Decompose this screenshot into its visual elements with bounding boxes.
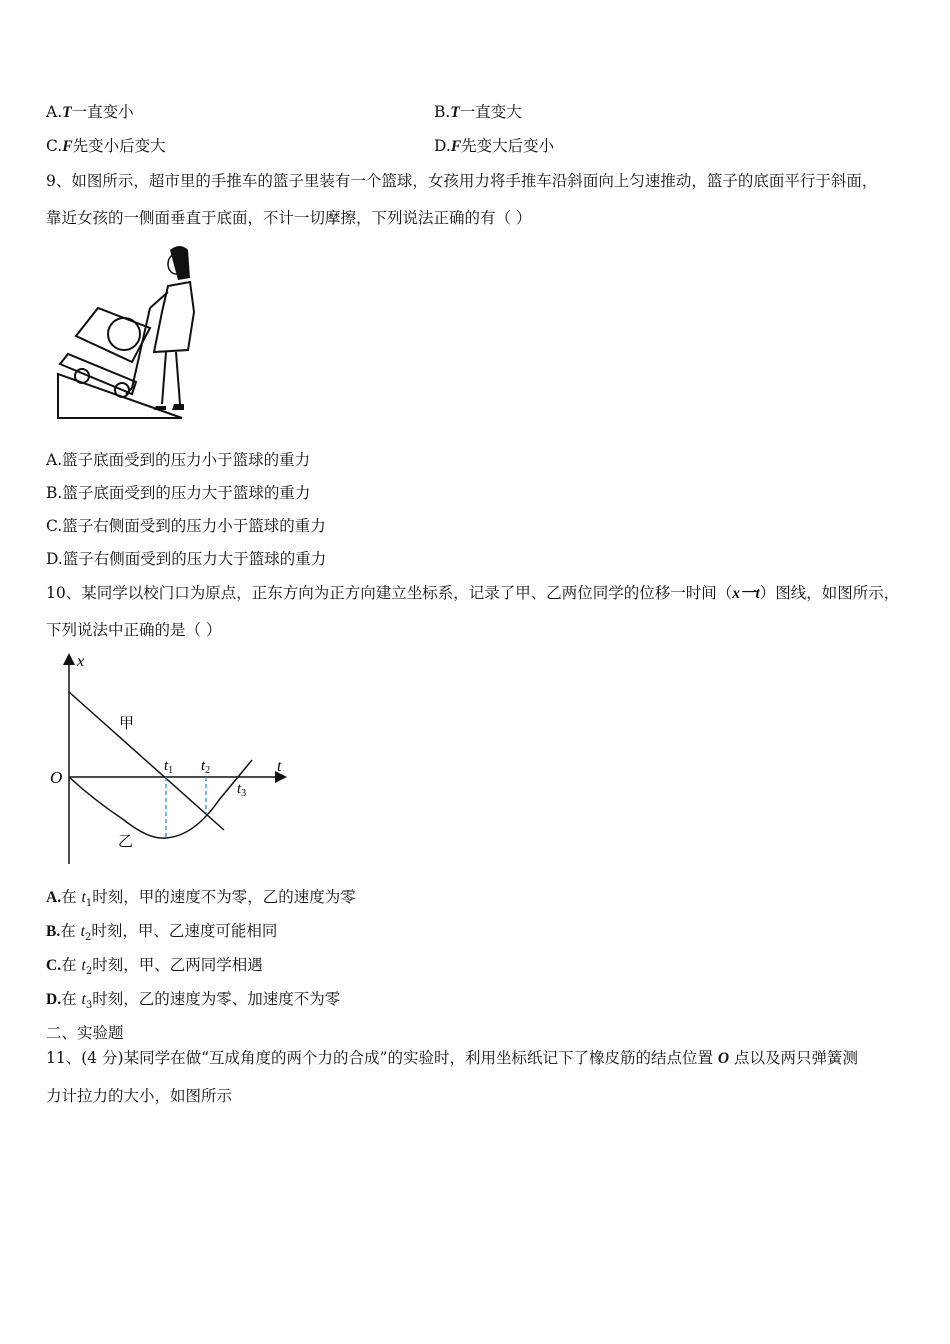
- q10-xt-graph: [44, 650, 294, 868]
- curve-yi: [69, 760, 252, 838]
- q9-option-a: A.篮子底面受到的压力小于篮球的重力: [46, 451, 311, 469]
- q10-option-b: B.在 $t_2$时刻，甲、乙速度可能相同: [46, 922, 278, 944]
- q9-stem-line1: 9、如图所示，超市里的手推车的篮子里装有一个篮球，女孩用力将手推车沿斜面向上匀速推动，篮子的底面平行于斜面，: [46, 172, 878, 190]
- q11-stem-line1: 11、(4 分)某同学在做“互成角度的两个力的合成”的实验时，利用坐标纸记下了橡皮筋的结点位置 O 点以及两只弹簧测: [46, 1049, 859, 1067]
- q8-option-a: A.T一直变小: [46, 103, 134, 121]
- q8-option-d: D.F先变大后变小: [434, 137, 555, 155]
- t1-label: $t_1$: [164, 758, 174, 776]
- curve-jia-label: 甲: [119, 714, 135, 732]
- q9-stem-line2: 靠近女孩的一侧面垂直于底面，不计一切摩擦，下列说法正确的有（ ）: [46, 209, 532, 227]
- y-axis-label: x: [77, 653, 85, 670]
- q10-stem-line1: 10、某同学以校门口为原点，正东方向为正方向建立坐标系，记录了甲、乙两位同学的位移一时间（x一t）图线，如图所示，: [46, 584, 900, 602]
- curve-yi-label: 乙: [118, 832, 134, 850]
- q10-option-a: A.在 $t_1$时刻，甲的速度不为零，乙的速度为零: [46, 888, 356, 910]
- q11-stem-line2: 力计拉力的大小，如图所示: [46, 1087, 233, 1105]
- q9-option-d: D.篮子右侧面受到的压力大于篮球的重力: [46, 550, 327, 568]
- q9-option-c: C.篮子右侧面受到的压力小于篮球的重力: [46, 517, 326, 535]
- t3-label: $t_3$: [237, 781, 247, 799]
- q9-figure-girl-cart: [50, 236, 195, 422]
- girl-dress: [154, 282, 194, 352]
- t2-label: $t_2$: [201, 758, 211, 776]
- x-axis-label: t: [277, 758, 282, 775]
- q9-option-b: B.篮子底面受到的压力大于篮球的重力: [46, 484, 311, 502]
- girl-hair: [170, 246, 190, 280]
- girl-leg: [162, 352, 166, 404]
- section-title: 二、实验题: [46, 1024, 124, 1042]
- cart-handle: [132, 308, 150, 388]
- q10-option-d: D.在 $t_3$时刻，乙的速度为零、加速度不为零: [46, 990, 341, 1012]
- q10-stem-line2: 下列说法中正确的是（ ）: [46, 621, 222, 639]
- girl-leg: [176, 352, 180, 404]
- q8-option-b: B.T一直变大: [434, 103, 522, 121]
- q8-option-c: C.F先变小后变大: [46, 137, 166, 155]
- origin-label: O: [50, 768, 63, 787]
- basketball: [108, 318, 140, 350]
- q10-option-c: C.在 $t_2$时刻，甲、乙两同学相遇: [46, 956, 263, 978]
